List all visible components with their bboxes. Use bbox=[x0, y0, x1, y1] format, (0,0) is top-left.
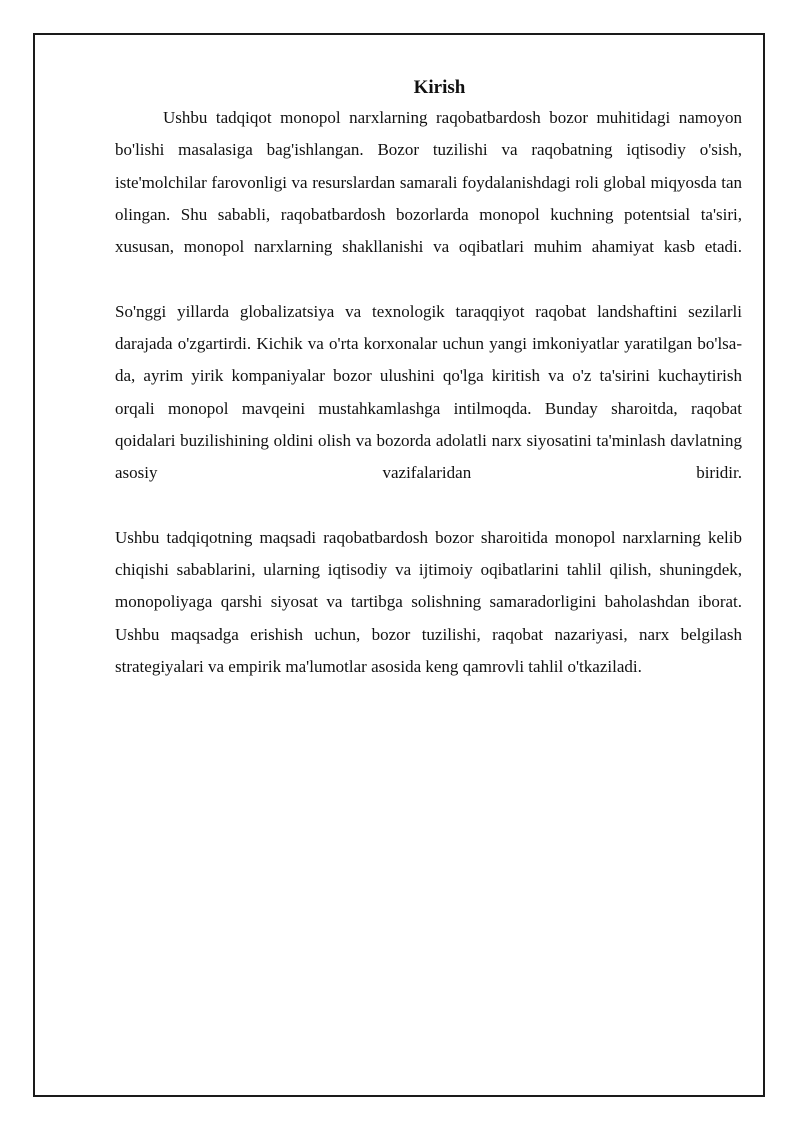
document-body bbox=[115, 74, 742, 683]
document-title: Kirish bbox=[413, 77, 466, 98]
paragraph-gap bbox=[115, 263, 742, 295]
paragraph-3: Ushbu tadqiqotning maqsadi raqobatbardosh bozor sharoitida monopol narxlarning kelib chiqishi sabablarini, ularning iqtisodiy va ijtimoiy oqibatlarini tahlil qilish, shuningdek, monopoliyaga qarshi siyosat va tartibga solishning samaradorligini baholashdan iborat. Ushbu maqsadga erishish uchun, bozor tuzilishi, raqobat nazariyasi, narx belgilash strategiyalari va empirik ma'lumotlar asosida keng qamrovli tahlil o'tkaziladi. bbox=[115, 527, 742, 677]
paragraph-gap bbox=[115, 490, 742, 522]
paragraph-2: So'nggi yillarda globalizatsiya va texnologik taraqqiyot raqobat landshaftini sezilarli darajada o'zgartirdi. Kichik va o'rta korxonalar uchun yangi imkoniyatlar yaratilgan bo'lsa-da, ayrim yirik kompaniyalar bozor ulushini qo'lga kiritish va o'z ta'sirini kuchaytirish orqali monopol mavqeini mustahkamlashga intilmoqda. Bunday sharoitda, raqobat qoidalari buzilishining oldini olish va bozorda adolatli narx siyosatini ta'minlash davlatning asosiy vazifalaridan biridir. bbox=[115, 301, 742, 483]
paragraph-1: Ushbu tadqiqot monopol narxlarning raqobatbardosh bozor muhitidagi namoyon bo'lishi masalasiga bag'ishlangan. Bozor tuzilishi va raqobatning iqtisodiy o'sish, iste'molchilar farovonligi va resurslardan samarali foydalanishdagi roli global miqyosda tan olingan. Shu sababli, raqobatbardosh bozorlarda monopol kuchning potentsial ta'siri, xususan, monopol narxlarning shakllanishi va oqibatlari muhim ahamiyat kasb etadi. bbox=[115, 108, 742, 257]
